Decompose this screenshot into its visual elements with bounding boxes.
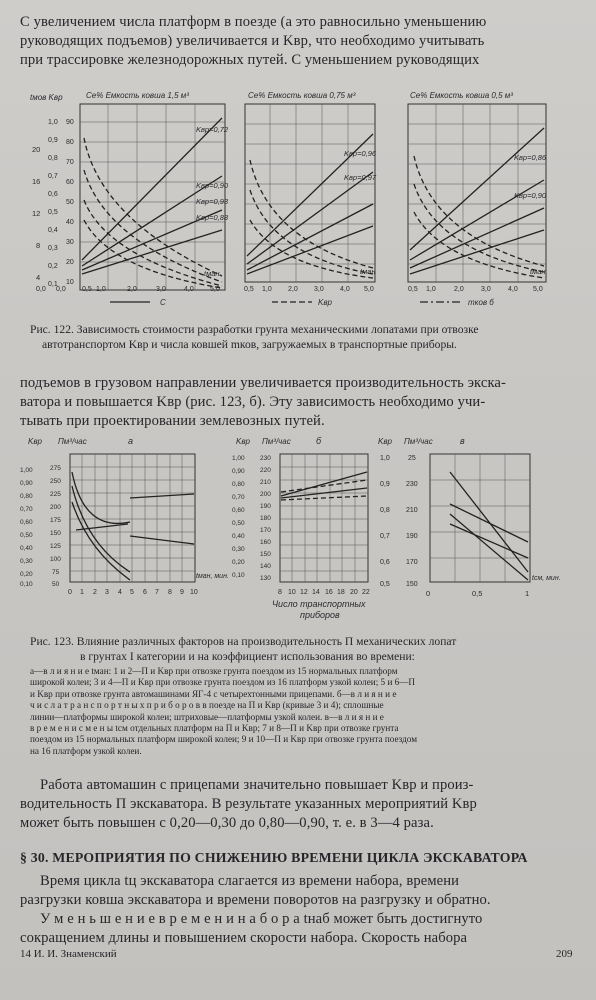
fig123-panel-b — [232, 436, 370, 620]
y-tick: 200 — [260, 491, 271, 498]
y-tick: 125 — [50, 543, 61, 550]
y-tick: 175 — [50, 517, 61, 524]
y-tick: 100 — [50, 556, 61, 563]
x-tick: 1 — [525, 589, 530, 598]
y-tick: 0,4 — [48, 227, 58, 234]
curve — [450, 504, 528, 542]
plot-frame — [70, 454, 195, 582]
y-tick: 0,30 — [232, 546, 245, 553]
curve — [250, 190, 373, 274]
kvr-label: Kвр=0,86 — [514, 153, 547, 162]
kvr-label: Kвр=0,90 — [514, 191, 547, 200]
caption-line: автотранспортом Kвр и числа ковшей mков, загружаемых в транспортные приборы. — [42, 338, 457, 351]
caption-line: в грунтах I категории и на коэффициент использования во времени: — [80, 650, 415, 663]
x-tick: 7 — [155, 589, 159, 596]
x-axis-label: приборов — [300, 610, 340, 620]
y-tick: 4 — [36, 273, 41, 282]
y-tick: 0,5 — [48, 209, 58, 216]
x-tick: 10 — [288, 589, 296, 596]
y-tick: 1,0 — [380, 455, 390, 462]
y-label: Пм³/час — [404, 437, 433, 446]
panel-tag: в — [460, 436, 465, 446]
y-tick: 0,50 — [232, 520, 245, 527]
x-unit-label: tман — [360, 267, 376, 276]
legend-line: на 16 платформ узкой колеи. — [30, 745, 142, 756]
y-tick: 0,2 — [48, 263, 58, 270]
y-tick: 12 — [32, 209, 41, 218]
y-tick: 0,50 — [20, 532, 33, 539]
x-tick: 4,0 — [340, 286, 350, 293]
x-tick: 3,0 — [156, 286, 166, 293]
y-tick: 0,10 — [20, 581, 33, 588]
x-tick: 0 — [68, 589, 72, 596]
fig122-panel-3 — [408, 91, 547, 307]
x-tick: 0,0 — [36, 286, 46, 293]
y-tick: 80 — [66, 139, 74, 146]
kvr-label: Kвр=0,97 — [344, 173, 377, 182]
x-tick: 0,5 — [472, 589, 483, 598]
x-tick: 9 — [180, 589, 184, 596]
text-line: при трассировке железнодорожных путей. С уменьшением руководящих — [20, 52, 480, 68]
x-tick: 18 — [337, 589, 345, 596]
curve — [84, 220, 222, 288]
kvr-label: Kвр=0,93 — [196, 197, 229, 206]
x-unit-label: tсм, мин. — [532, 575, 561, 582]
x-tick: 2,0 — [454, 286, 464, 293]
y-tick: 150 — [260, 551, 271, 558]
middle-paragraph — [20, 374, 576, 431]
fig122-panel-title: Cе% Емкость ковша 0,75 м³ — [248, 91, 356, 100]
y-tick: 16 — [32, 177, 41, 186]
curve — [450, 524, 528, 558]
y-tick: 30 — [66, 239, 74, 246]
y-tick: 0,30 — [20, 558, 33, 565]
y-label: Пм³/час — [262, 437, 291, 446]
y-tick: 150 — [50, 530, 61, 537]
y-tick: 0,9 — [380, 481, 390, 488]
text-line: подъемов в грузовом направлении увеличивается производительность экска- — [20, 375, 506, 391]
curve — [84, 138, 222, 276]
y-tick: 0,10 — [232, 572, 245, 579]
text-line: ватора и повышается Kвр (рис. 123, б). Эту зависимость необходимо учи- — [20, 394, 486, 410]
x-tick: 1,0 — [426, 286, 436, 293]
kvr-label: Kвр=0,88 — [196, 213, 229, 222]
x-tick: 3,0 — [314, 286, 324, 293]
x-tick: 2,0 — [127, 286, 137, 293]
y-tick: 0,7 — [380, 533, 390, 540]
x-tick: 5,0 — [533, 286, 543, 293]
x-tick: 1 — [80, 589, 84, 596]
y-tick: 0,70 — [232, 494, 245, 501]
y-tick: 0,8 — [380, 507, 390, 514]
legend-line: в р е м е н и с м е н ы tсм отдельных платформ на П и Kвр; 7 и 8—П и Kвр при отвозке грунта — [30, 723, 399, 734]
y-tick: 0,60 — [20, 519, 33, 526]
caption-line: Рис. 122. Зависимость стоимости разработки грунта механическими лопатами при отвозке — [30, 323, 479, 336]
curve — [281, 480, 367, 492]
y-tick: 0,20 — [20, 571, 33, 578]
curve — [410, 208, 544, 268]
caption-line: Рис. 123. Влияние различных факторов на производительность П механических лопат — [30, 635, 457, 648]
y-tick: 0,1 — [48, 281, 58, 288]
fig122-panel-title: Cе% Емкость ковша 1,5 м³ — [86, 91, 189, 100]
y-tick: 90 — [66, 119, 74, 126]
fig122-panel-title: Cе% Емкость ковша 0,5 м³ — [410, 91, 513, 100]
y-tick: 170 — [260, 527, 271, 534]
y-tick: 0,40 — [232, 533, 245, 540]
text-line: У м е н ь ш е н и е в р е м е н и н а б о р а tнаб может быть достигнуто — [40, 911, 483, 927]
panel-tag: б — [316, 436, 322, 446]
x-tick: 4,0 — [184, 286, 194, 293]
x-tick: 2,0 — [288, 286, 298, 293]
y-label: Kвр — [236, 437, 250, 446]
y-tick: 0,9 — [48, 137, 58, 144]
y-tick: 0,8 — [48, 155, 58, 162]
figure-123 — [0, 432, 596, 628]
curve — [414, 156, 544, 266]
curve — [130, 494, 194, 498]
y-tick: 0,80 — [232, 481, 245, 488]
y-label: Пм³/час — [58, 437, 87, 446]
curve — [450, 472, 528, 572]
x-tick: 5,0 — [210, 286, 220, 293]
x-tick: 22 — [362, 589, 370, 596]
text-line: Время цикла tц экскаватора слагается из времени набора, времени — [40, 873, 460, 889]
x-axis-label: Число транспортных — [272, 599, 366, 609]
kvr-label: Kвр=0,72 — [196, 125, 229, 134]
y-tick: 170 — [406, 559, 418, 566]
x-tick: 0 — [426, 589, 431, 598]
legend-line: поездом из 15 нормальных платформ широкой колеи; 9 и 10—П и Kвр при отвозке грунта поездом — [30, 734, 418, 745]
curve — [130, 536, 194, 544]
fig123-panel-a — [20, 436, 229, 596]
text-line: Работа автомашин с прицепами значительно повышает Kвр и произ- — [40, 777, 474, 793]
fig122-panel-2 — [244, 91, 377, 307]
curve — [72, 472, 130, 523]
y-tick: 140 — [260, 563, 271, 570]
y-tick: 0,6 — [380, 559, 390, 566]
figure-122-caption — [30, 322, 576, 352]
y-tick: 190 — [406, 533, 418, 540]
y-tick: 220 — [260, 467, 271, 474]
y-tick: 180 — [260, 515, 271, 522]
x-tick: 3,0 — [481, 286, 491, 293]
plot-frame — [245, 104, 375, 282]
text-line: С увеличением числа платформ в поезде (а это равносильно уменьшению — [20, 14, 487, 30]
intro-paragraph — [20, 13, 576, 70]
curve — [450, 514, 528, 580]
y-tick: 0,7 — [48, 173, 58, 180]
outro-paragraph — [20, 776, 576, 833]
x-tick: 1,0 — [262, 286, 272, 293]
y-tick: 1,0 — [48, 119, 58, 126]
y-label: Kвр — [28, 437, 42, 446]
y-tick: 0,20 — [232, 559, 245, 566]
y-tick: 50 — [52, 581, 60, 588]
x-tick: 4,0 — [508, 286, 518, 293]
y-tick: 0,40 — [20, 545, 33, 552]
y-tick: 0,70 — [20, 506, 33, 513]
legend-line: и Kвр при отвозке грунта автомашинами ЯГ-4 с четырехтонными прицепами. б—в л и я н и е — [30, 688, 397, 699]
y-label: Kвр — [378, 437, 392, 446]
y-tick: 190 — [260, 503, 271, 510]
fig122-panel-1 — [30, 91, 229, 307]
x-tick: 3 — [105, 589, 109, 596]
x-tick: 6 — [143, 589, 147, 596]
y-tick: 230 — [260, 455, 271, 462]
x-tick: 1,0 — [96, 286, 106, 293]
x-tick: 10 — [190, 589, 198, 596]
x-tick: 5 — [130, 589, 134, 596]
y-tick: 0,90 — [20, 480, 33, 487]
y-tick: 150 — [406, 581, 418, 588]
y-tick: 50 — [66, 199, 74, 206]
y-tick: 0,80 — [20, 493, 33, 500]
y-tick: 160 — [260, 539, 271, 546]
y-tick: 0,6 — [48, 191, 58, 198]
y-tick: 0,3 — [48, 245, 58, 252]
y-tick: 210 — [406, 507, 418, 514]
y-tick: 250 — [50, 478, 61, 485]
x-tick: 16 — [325, 589, 333, 596]
x-tick: 8 — [278, 589, 282, 596]
text-line: руководящих подъемов) увеличивается и Kвр, что необходимо учитывать — [20, 33, 485, 49]
x-unit-label: tман, мин. — [196, 573, 229, 580]
x-tick: 4 — [118, 589, 122, 596]
text-line: сокращением длины и повышением скорости набора. Скорость набора — [20, 930, 468, 946]
y-tick: 230 — [406, 481, 418, 488]
x-tick: 0,5 — [82, 286, 92, 293]
x-tick: 0,5 — [408, 286, 418, 293]
y-tick: 70 — [66, 159, 74, 166]
y-tick: 275 — [50, 465, 61, 472]
y-tick: 200 — [50, 504, 61, 511]
footer-signature: 14 И. И. Знаменский — [20, 948, 117, 960]
section-heading: § 30. МЕРОПРИЯТИЯ ПО СНИЖЕНИЮ ВРЕМЕНИ ЦИКЛА ЭКСКАВАТОРА — [20, 850, 528, 865]
text-line: тывать при проектировании землевозных путей. — [20, 413, 325, 429]
kvr-label: Kвр=0,90 — [196, 181, 229, 190]
y-tick: 225 — [50, 491, 61, 498]
y-tick: 0,90 — [232, 468, 245, 475]
legend-line: ч и с л а т р а н с п о р т н ы х п р и б о р о в в поезде на П и Kвр (кривые 3 и 4); сплошные — [30, 700, 384, 711]
text-line: водительность П экскаватора. В результате указанных мероприятий Kвр — [20, 796, 477, 812]
x-unit-label: tман — [530, 267, 546, 276]
figure-122 — [0, 80, 596, 310]
legend-label: C — [160, 298, 166, 307]
y-tick: 210 — [260, 479, 271, 486]
x-tick: 0,0 — [56, 286, 66, 293]
text-line: разгрузки ковша экскаватора и времени поворотов на разгрузку и обратно. — [20, 892, 491, 908]
y-tick: 20 — [66, 259, 74, 266]
y-tick: 0,5 — [380, 581, 390, 588]
legend-line: а—в л и я н и е tман: 1 и 2—П и Kвр при отвозке грунта поездом из 15 нормальных платформ — [30, 666, 398, 676]
section-paragraph — [20, 872, 576, 948]
panel-tag: а — [128, 436, 134, 446]
y-tick: 1,00 — [232, 455, 245, 462]
fig123-panel-c — [378, 436, 561, 598]
curve — [410, 128, 544, 250]
x-unit-label: tман — [204, 269, 220, 278]
y-tick: 40 — [66, 219, 74, 226]
y-tick: 25 — [408, 455, 416, 462]
x-tick: 5,0 — [364, 286, 374, 293]
y-tick: 20 — [32, 145, 41, 154]
y-tick: 8 — [36, 241, 41, 250]
fig122-y-label: tмов Kвр — [30, 93, 63, 102]
figure-123-caption — [30, 634, 576, 664]
x-tick: 12 — [300, 589, 308, 596]
legend-line: линии—платформы широкой колеи; штриховые—платформы узкой колеи. в—в л и я н и е — [30, 711, 384, 722]
x-tick: 2 — [93, 589, 97, 596]
y-tick: 60 — [66, 179, 74, 186]
figure-123-legend — [30, 666, 578, 757]
x-tick: 14 — [312, 589, 320, 596]
x-tick: 0,5 — [244, 286, 254, 293]
y-tick: 75 — [52, 569, 60, 576]
y-tick: 1,00 — [20, 467, 33, 474]
y-tick: 10 — [66, 279, 74, 286]
legend-label: mков б — [468, 298, 494, 307]
legend-label: Kвр — [318, 298, 332, 307]
y-tick: 0,60 — [232, 507, 245, 514]
page-number: 209 — [556, 948, 573, 960]
legend-line: широкой колеи; 3 и 4—П и Kвр при отвозке грунта поездом из 16 платформ узкой колеи; 5 и 6—П — [30, 677, 416, 688]
x-tick: 8 — [168, 589, 172, 596]
x-tick: 20 — [350, 589, 358, 596]
y-tick: 130 — [260, 575, 271, 582]
kvr-label: Kвр=0,96 — [344, 149, 377, 158]
text-line: может быть повышен с 0,20—0,30 до 0,80—0,90, т. е. в 3—4 раза. — [20, 815, 434, 831]
